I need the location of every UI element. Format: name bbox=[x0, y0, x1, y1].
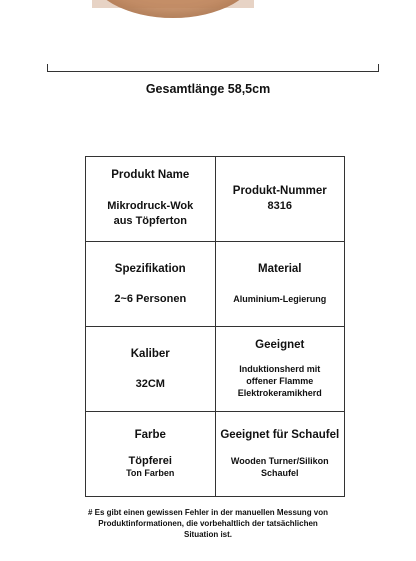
total-length-label: Gesamtlänge 58,5cm bbox=[145, 82, 271, 96]
shovel-line2: Schaufel bbox=[260, 468, 299, 478]
caliber-cell bbox=[86, 327, 216, 412]
product-name-value-line1: Mikrodruck-Wok bbox=[107, 200, 194, 212]
product-name-label: Produkt Name bbox=[111, 169, 190, 181]
table-row bbox=[86, 157, 345, 242]
color-label: Farbe bbox=[134, 429, 166, 441]
color-cell bbox=[86, 412, 216, 497]
measure-line bbox=[47, 71, 379, 72]
suitable-line1: Induktionsherd mit bbox=[239, 364, 321, 374]
shovel-label: Geeignet für Schaufel bbox=[220, 429, 340, 441]
spec-value: 2~6 Personen bbox=[114, 293, 187, 305]
shovel-line1: Wooden Turner/Silikon bbox=[230, 456, 329, 466]
suitable-line3: Elektrokeramikherd bbox=[237, 388, 322, 398]
spec-cell bbox=[86, 242, 216, 327]
footnote-line3: Situation ist. bbox=[184, 530, 232, 539]
product-number-value: 8316 bbox=[267, 200, 292, 212]
measurement-disclaimer bbox=[70, 507, 346, 540]
measure-tick-right bbox=[378, 64, 379, 72]
footnote-line1: # Es gibt einen gewissen Fehler in der manuellen Messung von bbox=[87, 508, 329, 517]
length-measure-bracket bbox=[47, 64, 379, 72]
material-value: Aluminium-Legierung bbox=[233, 294, 327, 304]
suitable-cell bbox=[215, 327, 345, 412]
product-name-cell bbox=[86, 157, 216, 242]
caliber-value: 32CM bbox=[135, 378, 165, 390]
material-label: Material bbox=[258, 263, 302, 275]
spec-label: Spezifikation bbox=[114, 263, 186, 275]
footnote-line2: Produktinformationen, die vorbehaltlich der tatsächlichen bbox=[98, 519, 318, 528]
color-value: Töpferei bbox=[128, 455, 172, 467]
table-row bbox=[86, 327, 345, 412]
suitable-label: Geeignet bbox=[255, 339, 305, 351]
table-row bbox=[86, 242, 345, 327]
shovel-cell bbox=[215, 412, 345, 497]
table-row bbox=[86, 412, 345, 497]
product-name-value-line2: aus Töpferton bbox=[113, 215, 187, 227]
material-cell bbox=[215, 242, 345, 327]
wok-rim-shadow bbox=[92, 0, 254, 8]
spec-table bbox=[85, 156, 345, 497]
color-subvalue: Ton Farben bbox=[126, 468, 175, 478]
caliber-label: Kaliber bbox=[130, 348, 170, 360]
product-number-cell bbox=[215, 157, 345, 242]
suitable-line2: offener Flamme bbox=[246, 376, 314, 386]
product-number-label: Produkt-Nummer bbox=[232, 185, 327, 197]
